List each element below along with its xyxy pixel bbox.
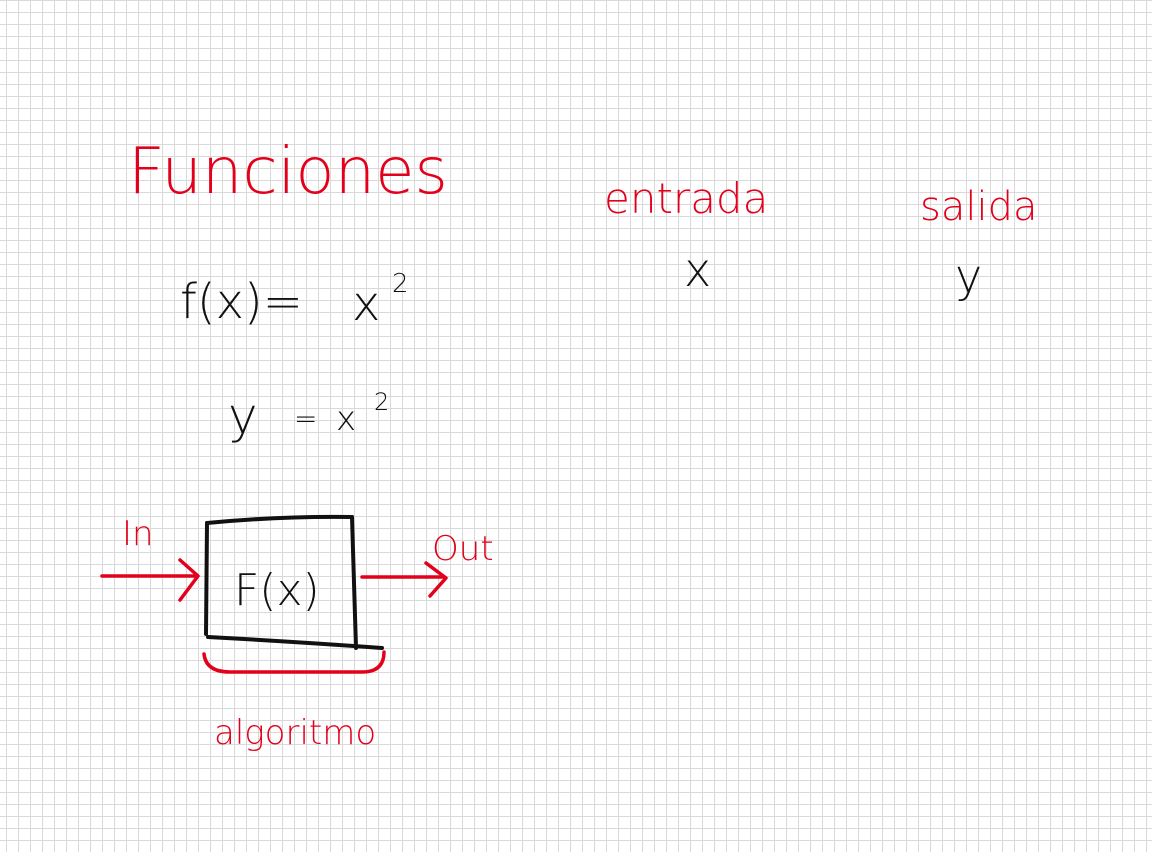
output-variable: y	[955, 249, 983, 303]
output-label: Out	[432, 529, 494, 569]
function-box-label: F(x)	[234, 565, 320, 616]
input-variable: x	[684, 243, 712, 297]
function-definition-lhs: f(x)=	[180, 274, 303, 330]
function-definition-rhs: x	[352, 276, 381, 332]
input-header: entrada	[604, 174, 769, 223]
y-equation-equals: =	[294, 402, 318, 435]
y-equation-exponent: 2	[374, 388, 390, 416]
y-equation-lhs: y	[228, 387, 258, 445]
function-definition-exponent: 2	[392, 269, 409, 299]
underbrace	[204, 652, 384, 672]
output-header: salida	[920, 184, 1038, 230]
input-label: In	[122, 514, 154, 554]
y-equation-rhs: x	[336, 399, 357, 439]
brace-label: algoritmo	[214, 713, 377, 753]
page-title: Funciones	[128, 135, 448, 209]
input-arrow	[102, 560, 198, 600]
